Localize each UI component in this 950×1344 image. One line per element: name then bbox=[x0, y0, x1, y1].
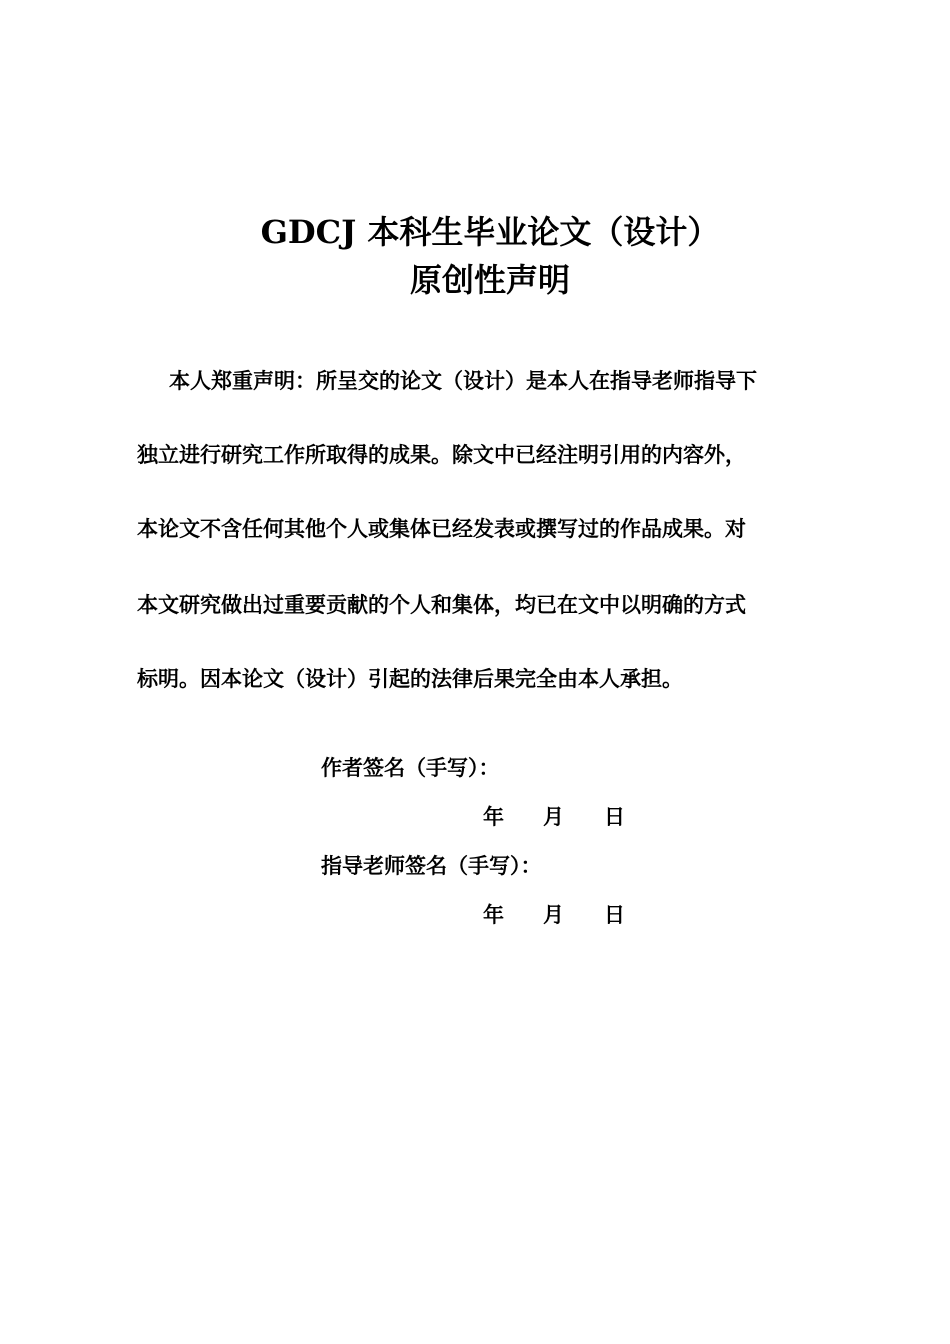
statement-line: 标明。因本论文（设计）引起的法律后果完全由本人承担。 bbox=[137, 666, 683, 691]
document-subtitle: 原创性声明 bbox=[409, 261, 570, 299]
statement-line: 本人郑重声明：所呈交的论文（设计）是本人在指导老师指导下 bbox=[169, 368, 757, 393]
date-day-label: 日 bbox=[604, 902, 625, 927]
date-year-label: 年 bbox=[483, 804, 504, 829]
date-day-label: 日 bbox=[604, 804, 625, 829]
date-year-label: 年 bbox=[483, 902, 504, 927]
author-signature-label: 作者签名（手写）： bbox=[321, 755, 500, 780]
statement-line: 本论文不含任何其他个人或集体已经发表或撰写过的作品成果。对 bbox=[137, 516, 746, 541]
date-month-label: 月 bbox=[543, 902, 564, 927]
date-month-label: 月 bbox=[543, 804, 564, 829]
document-title: GDCJ 本科生毕业论文（设计） bbox=[260, 213, 720, 251]
statement-line: 独立进行研究工作所取得的成果。除文中已经注明引用的内容外， bbox=[137, 442, 746, 467]
statement-line: 本文研究做出过重要贡献的个人和集体，均已在文中以明确的方式 bbox=[137, 592, 746, 617]
advisor-signature-label: 指导老师签名（手写）： bbox=[321, 853, 542, 878]
